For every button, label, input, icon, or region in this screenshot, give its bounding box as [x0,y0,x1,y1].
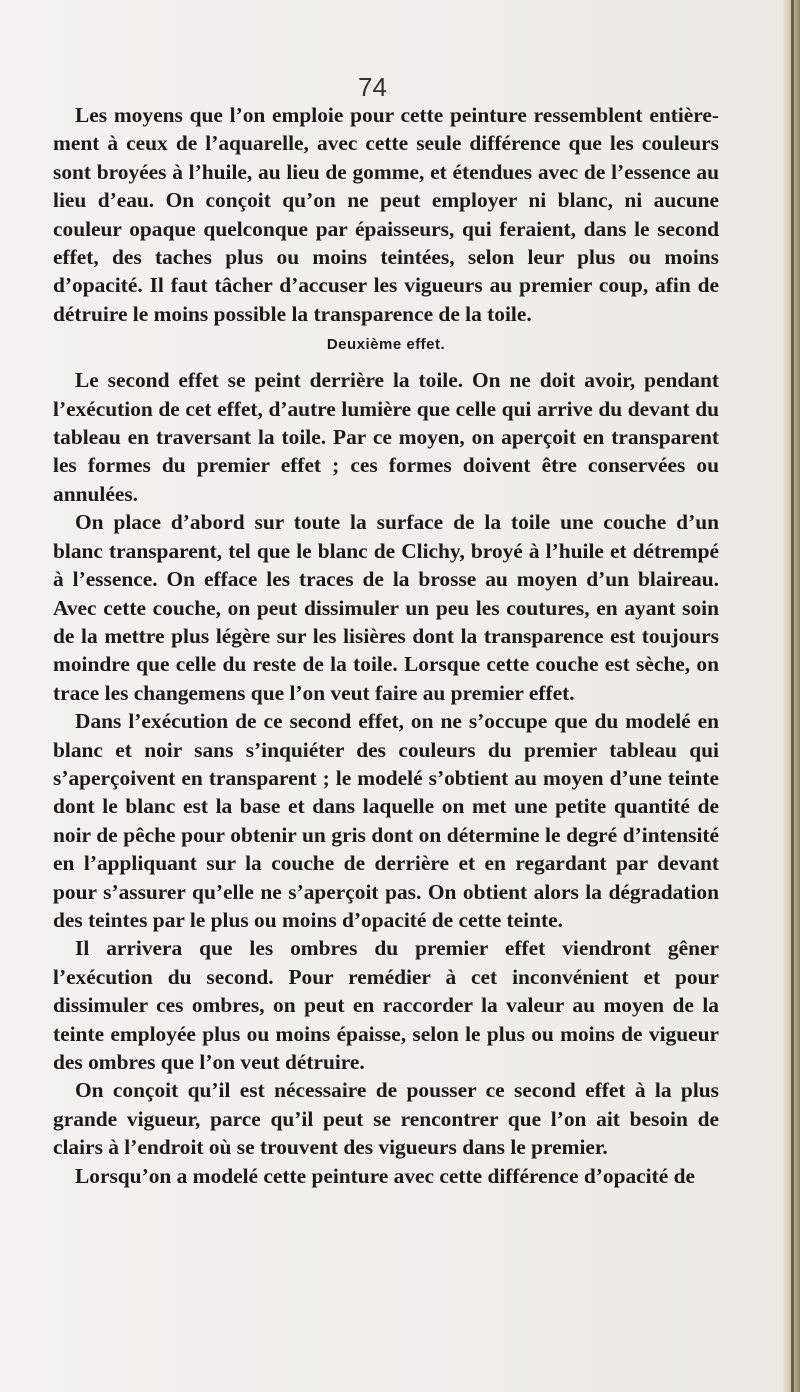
paragraph: Il arrivera que les ombres du premier effet viendront gêner l’exécution du second. Pour remédier à cet inconvénient et pour dissimuler ces ombres, on peut en raccorder la valeur au moyen de la teinte employée plus ou moins épaisse, selon le plus ou moins de vigueur des ombres que l’on veut détruire. [53,936,719,1074]
paragraph: Lorsqu’on a modelé cette peinture avec cette différence d’opacité de [75,1163,695,1188]
page-number: 74 [358,72,387,102]
paragraph: On conçoit qu’il est nécessaire de pousser ce second effet à la plus grande vigueur, parce qu’il peut se rencontrer que l’on ait besoin de clairs à l’endroit où se trouvent des vigueurs dans le premier. [53,1078,719,1160]
paragraph: Le second effet se peint derrière la toile. On ne doit avoir, pendant l’exécution de cet effet, d’autre lumière que celle qui arrive du devant du tableau en traversant la toile. Par ce moyen, on aperçoit en transparent les formes du premier effet ; ces formes doivent être conservées ou annulées. [53,368,719,506]
page-edge-line [791,0,794,1392]
paragraph: Dans l’exécution de ce second effet, on ne s’occupe que du modelé en blanc et noir sans s’inquiéter des couleurs du premier tableau qui s’aperçoivent en transparent ; le modelé s’obtient au moyen d’une teinte dont le blanc est la base et dans laquelle on met une petite quantité de noir de pêche pour obtenir un gris dont on détermine le degré d’intensité en l’appliquant sur la couche de derrière et en regardant par devant pour s’assurer qu’elle ne s’aperçoit pas. On obtient alors la dégradation des teintes par le plus ou moins d’opacité de cette teinte. [53,709,719,932]
body-text [53,101,719,1190]
paragraph-intro: Les moyens que l’on emploie pour cette peinture ressemblent entièrement à ceux de l’aquarelle, avec cette seule différence que les couleurs sont broyées à l’huile, au lieu de gomme, et étendues avec de l’essence au lieu d’eau. On conçoit qu’on ne peut employer ni blanc, ni aucune couleur opaque quelconque par épaisseurs, qui feraient, dans le second effet, des taches plus ou moins teintées, selon leur plus ou moins d’opacité. Il faut tâcher d’accuser les vigueurs au premier coup, afin de détruire le moins possible la transparence de la toile. [53,103,719,326]
paragraph: On place d’abord sur toute la surface de la toile une couche d’un blanc transparent, tel que le blanc de Clichy, broyé à l’huile et détrempé à l’essence. On efface les traces de la brosse au moyen d’un blaireau. Avec cette couche, on peut dissimuler un peu les coutures, en ayant soin de la mettre plus légère sur les lisières dont la transparence est toujours moindre que celle du reste de la toile. Lorsque cette couche est sèche, on trace les changemens que l’on veut faire au premier effet. [53,510,719,705]
section-heading: Deuxième effet. [326,336,446,354]
